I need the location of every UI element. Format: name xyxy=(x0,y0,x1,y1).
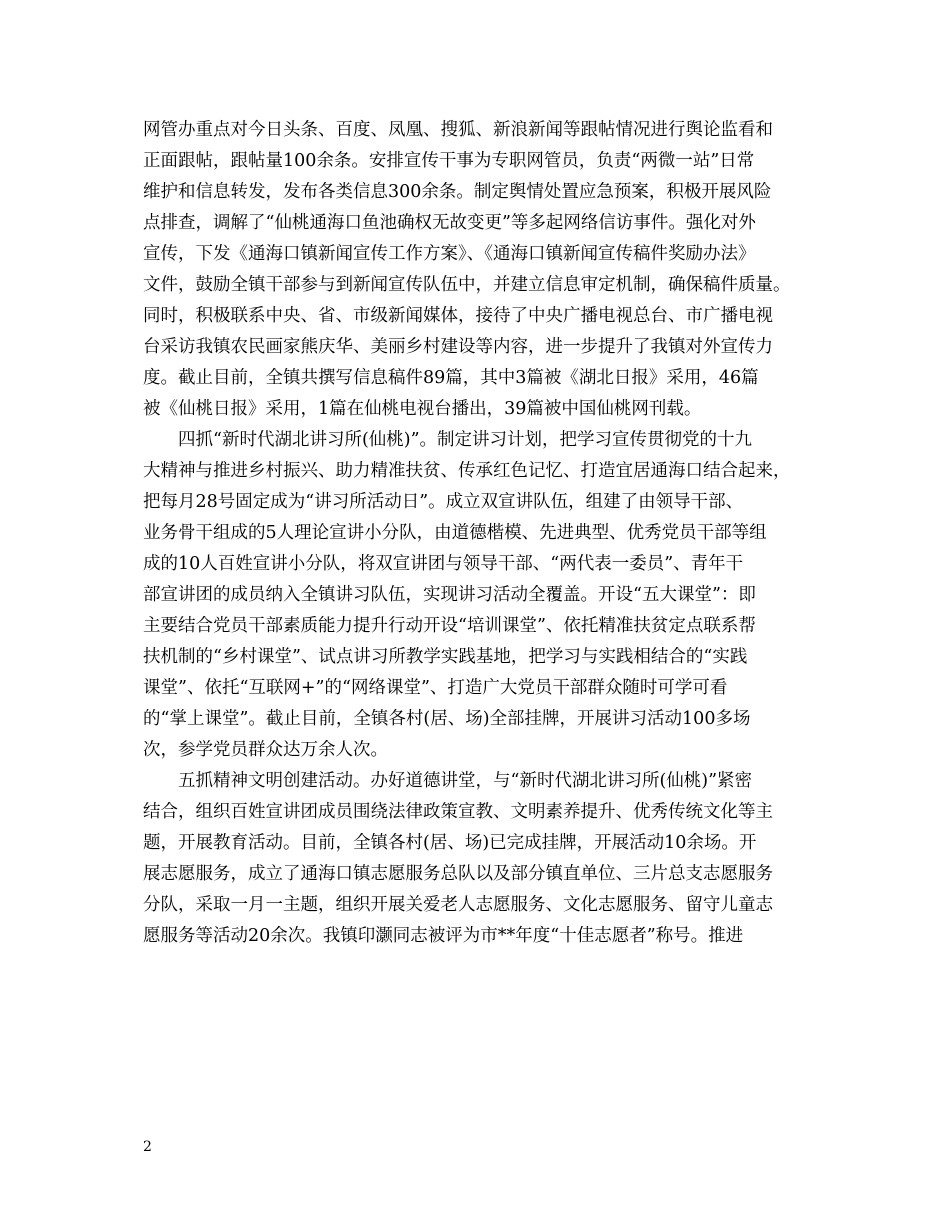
text-line: 课堂”、依托“互联网+”的“网络课堂”、打造广大党员干部群众随时可学可看 xyxy=(143,678,728,698)
text-line: 文件，鼓励全镇干部参与到新闻宣传队伍中，并建立信息审定机制，确保稿件质量。 xyxy=(143,275,791,295)
text-line: 度。截止目前，全镇共撰写信息稿件89篇，其中3篇被《湖北日报》采用，46篇 xyxy=(143,368,759,388)
text-line: 把每月28号固定成为“讲习所活动日”。成立双宣讲队伍，组建了由领导干部、 xyxy=(143,492,744,512)
text-line: 被《仙桃日报》采用，1篇在仙桃电视台播出，39篇被中国仙桃网刊载。 xyxy=(143,399,702,419)
paragraph-first-line: 四抓“新时代湖北讲习所(仙桃)”。制定讲习计划，把学习宣传贯彻党的十九 xyxy=(178,430,753,450)
text-line: 主要结合党员干部素质能力提升行动开设“培训课堂”、依托精准扶贫定点联系帮 xyxy=(143,616,756,636)
text-line: 正面跟帖，跟帖量100余条。安排宣传干事为专职网管员，负责“两微一站”日常 xyxy=(143,151,755,171)
text-line: 成的10人百姓宣讲小分队，将双宣讲团与领导干部、“两代表一委员”、青年干 xyxy=(143,554,744,574)
text-line: 宣传，下发《通海口镇新闻宣传工作方案》、《通海口镇新闻宣传稿件奖励办法》 xyxy=(143,244,756,264)
text-line: 台采访我镇农民画家熊庆华、美丽乡村建设等内容，进一步提升了我镇对外宣传力 xyxy=(143,337,773,357)
text-line: 扶机制的“乡村课堂”、试点讲习所教学实践基地，把学习与实践相结合的“实践 xyxy=(143,647,748,667)
text-line: 同时，积极联系中央、省、市级新闻媒体，接待了中央广播电视总台、市广播电视 xyxy=(143,306,773,326)
text-line: 部宣讲团的成员纳入全镇讲习队伍，实现讲习活动全覆盖。开设“五大课堂”：即 xyxy=(143,585,756,605)
text-line: 维护和信息转发，发布各类信息300余条。制定舆情处置应急预案，积极开展风险 xyxy=(143,182,772,202)
text-line: 展志愿服务，成立了通海口镇志愿服务总队以及部分镇直单位、三片总支志愿服务 xyxy=(143,864,773,884)
text-line: 网管办重点对今日头条、百度、凤凰、搜狐、新浪新闻等跟帖情况进行舆论监看和 xyxy=(143,120,773,140)
text-line: 愿服务等活动20余次。我镇印灏同志被评为市**年度“十佳志愿者”称号。推进 xyxy=(143,926,744,946)
text-line: 次，参学党员群众达万余人次。 xyxy=(143,740,388,760)
text-line: 点排查，调解了“仙桃通海口鱼池确权无故变更”等多起网络信访事件。强化对外 xyxy=(143,213,756,233)
text-line: 大精神与推进乡村振兴、助力精准扶贫、传承红色记忆、打造宜居通海口结合起来， xyxy=(143,461,791,481)
page-number: 2 xyxy=(143,1139,152,1155)
text-line: 题，开展教育活动。目前，全镇各村(居、场)已完成挂牌，开展活动10余场。开 xyxy=(143,833,757,853)
text-line: 业务骨干组成的5人理论宣讲小分队，由道德楷模、先进典型、优秀党员干部等组 xyxy=(143,523,767,543)
text-line: 分队，采取一月一主题，组织开展关爱老人志愿服务、文化志愿服务、留守儿童志 xyxy=(143,895,773,915)
paragraph-first-line: 五抓精神文明创建活动。办好道德讲堂，与“新时代湖北讲习所(仙桃)”紧密 xyxy=(178,771,753,791)
text-line: 的“掌上课堂”。截止目前，全镇各村(居、场)全部挂牌，开展讲习活动100多场 xyxy=(143,709,751,729)
text-line: 结合，组织百姓宣讲团成员围绕法律政策宣教、文明素养提升、优秀传统文化等主 xyxy=(143,802,773,822)
document-body xyxy=(143,115,813,952)
